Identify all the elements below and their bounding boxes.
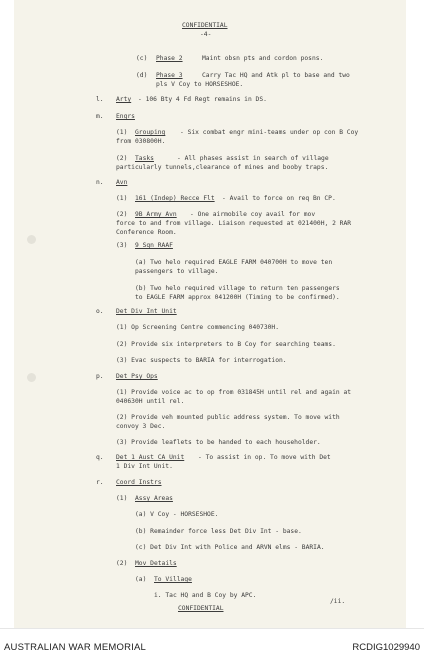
para-p-2-text-1: (2) Provide veh mounted public address system. To move with bbox=[116, 414, 340, 421]
para-n-1-title: 161 (Indep) Recce Flt bbox=[135, 195, 215, 202]
para-m-2-label: (2) bbox=[116, 155, 128, 162]
para-r-2a-label: (a) bbox=[135, 576, 147, 583]
para-n-3-label: (3) bbox=[116, 242, 128, 249]
para-n-2-text-3: Conference Room. bbox=[116, 229, 177, 236]
punch-hole-top bbox=[27, 235, 36, 244]
para-p-title: Det Psy Ops bbox=[116, 373, 158, 380]
phase-d-label: (d) bbox=[136, 72, 148, 79]
continuation-marker: /ii. bbox=[330, 598, 346, 605]
para-n-2-title: 9B Army Avn bbox=[135, 211, 177, 218]
para-p-2-text-2: convoy 3 Dec. bbox=[116, 423, 166, 430]
para-n-2-text-1: - One airmobile coy avail for mov bbox=[190, 211, 316, 218]
para-m-2-title: Tasks bbox=[135, 155, 154, 162]
para-r-title: Coord Instrs bbox=[116, 479, 162, 486]
para-o-title: Det Div Int Unit bbox=[116, 308, 177, 315]
para-m-2-text-2: particularly tunnels,clearance of mines and booby traps. bbox=[116, 164, 329, 171]
para-r-label: r. bbox=[96, 479, 104, 486]
para-m-1-text-2: from 030800H. bbox=[116, 138, 166, 145]
page-number: -4- bbox=[200, 31, 212, 38]
phase-c-text: Maint obsn pts and cordon posns. bbox=[202, 55, 324, 62]
para-l-label: l. bbox=[96, 96, 104, 103]
para-n-3a-text-1: (a) Two helo required EAGLE FARM 040700H to move ten bbox=[135, 259, 333, 266]
para-m-title: Engrs bbox=[116, 113, 135, 120]
para-l-text: - 106 Bty 4 Fd Regt remains in DS. bbox=[138, 96, 267, 103]
para-p-label: p. bbox=[96, 373, 104, 380]
archive-record-id: RCDIG1029940 bbox=[352, 642, 420, 653]
para-r-1a: (a) V Coy - HORSESHOE. bbox=[135, 511, 219, 518]
para-l-title: Arty bbox=[116, 96, 132, 103]
para-n-3b-text-1: (b) Two helo required village to return ten passengers bbox=[135, 285, 340, 292]
para-r-2-label: (2) bbox=[116, 560, 128, 567]
para-n-3-title: 9 Sqn RAAF bbox=[135, 242, 173, 249]
archive-name: AUSTRALIAN WAR MEMORIAL bbox=[4, 642, 147, 653]
phase-d-title: Phase 3 bbox=[156, 72, 183, 79]
para-r-1b: (b) Remainder force less Det Div Int - base. bbox=[135, 528, 302, 535]
para-n-2-text-2: force to and from village. Liaison requested at 021400H, 2 RAR bbox=[116, 220, 352, 227]
phase-c-title: Phase 2 bbox=[156, 55, 183, 62]
para-r-1c: (c) Det Div Int with Police and ARVN elms - BARIA. bbox=[135, 544, 325, 551]
archive-footer bbox=[0, 628, 424, 655]
para-n-1-label: (1) bbox=[116, 195, 128, 202]
phase-d-text-2: pls V Coy to HORSESHOE. bbox=[156, 81, 244, 88]
para-q-text-1: - To assist in op. To move with Det bbox=[198, 454, 331, 461]
para-q-text-2: 1 Div Int Unit. bbox=[116, 463, 173, 470]
para-n-label: n. bbox=[96, 179, 104, 186]
para-p-3: (3) Provide leaflets to be handed to each householder. bbox=[116, 439, 321, 446]
para-o-3: (3) Evac suspects to BARIA for interrogation. bbox=[116, 357, 287, 364]
para-n-1-text: - Avail to force on req Bn CP. bbox=[222, 195, 336, 202]
para-r-2-title: Mov Details bbox=[135, 560, 177, 567]
para-p-1-text-1: (1) Provide voice ac to op from 031845H until rel and again at bbox=[116, 389, 352, 396]
para-m-1-text-1: - Six combat engr mini-teams under op con B Coy bbox=[180, 129, 359, 136]
para-m-1-title: Grouping bbox=[135, 129, 166, 136]
para-m-1-label: (1) bbox=[116, 129, 128, 136]
para-o-1: (1) Op Screening Centre commencing 040730H. bbox=[116, 324, 280, 331]
header-classification: CONFIDENTIAL bbox=[182, 22, 228, 29]
document-page bbox=[14, 0, 406, 628]
para-n-3a-text-2: passengers to village. bbox=[135, 268, 219, 275]
para-m-2-text-1: - All phases assist in search of village bbox=[177, 155, 329, 162]
phase-c-label: (c) bbox=[136, 55, 148, 62]
para-r-1-label: (1) bbox=[116, 495, 128, 502]
para-r-1-title: Assy Areas bbox=[135, 495, 173, 502]
phase-d-text-1: Carry Tac HQ and Atk pl to base and two bbox=[202, 72, 350, 79]
para-n-title: Avn bbox=[116, 179, 128, 186]
para-n-3b-text-2: to EAGLE FARM approx 041200H (Timing to be confirmed). bbox=[135, 294, 340, 301]
punch-hole-bottom bbox=[27, 373, 36, 382]
para-q-title: Det 1 Aust CA Unit bbox=[116, 454, 185, 461]
para-n-2-label: (2) bbox=[116, 211, 128, 218]
para-r-2a-i: i. Tac HQ and B Coy by APC. bbox=[154, 592, 257, 599]
para-o-2: (2) Provide six interpreters to B Coy for searching teams. bbox=[116, 341, 336, 348]
para-m-label: m. bbox=[96, 113, 104, 120]
para-q-label: q. bbox=[96, 454, 104, 461]
footer-classification: CONFIDENTIAL bbox=[178, 605, 224, 612]
para-p-1-text-2: 040630H until rel. bbox=[116, 398, 185, 405]
para-o-label: o. bbox=[96, 308, 104, 315]
para-r-2a-title: To Village bbox=[154, 576, 192, 583]
